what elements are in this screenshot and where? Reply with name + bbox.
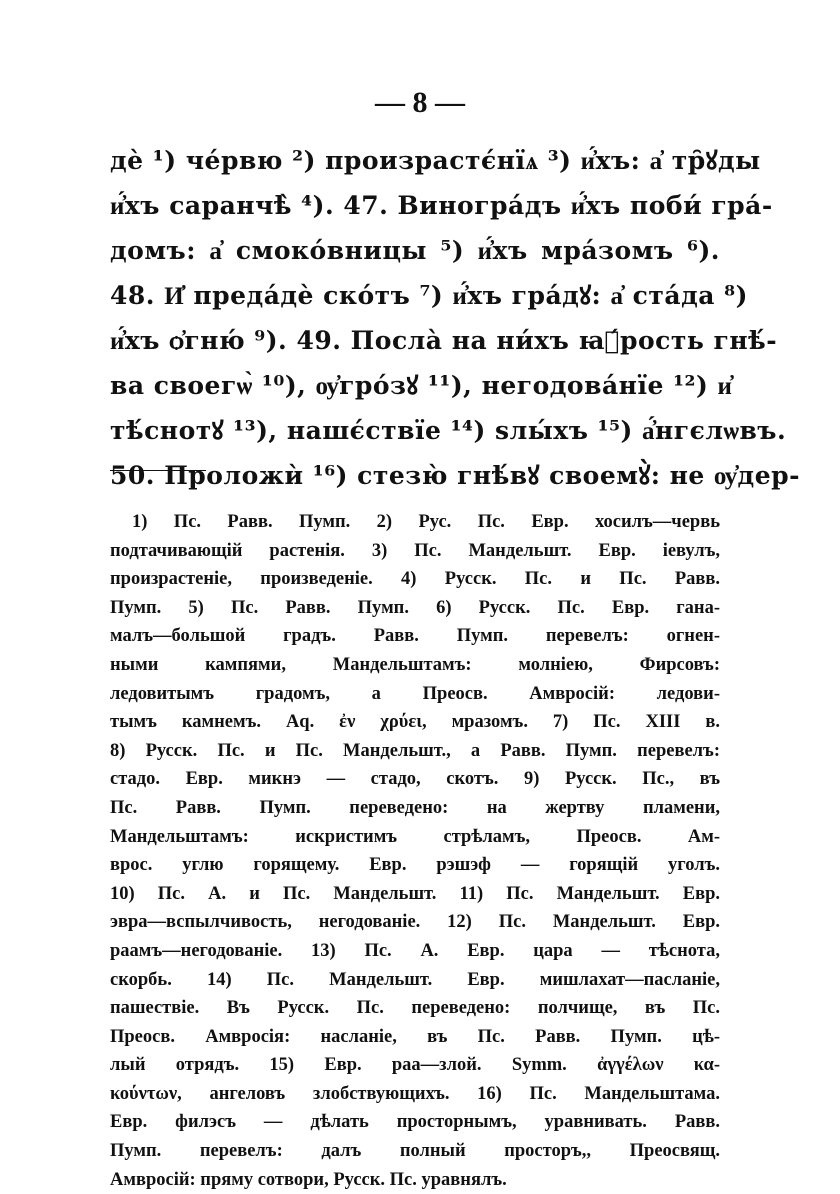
footnote-line: 8) Русск. Пс. и Пс. Мандельшт., а Равв. Пумп. перевелъ: [110,740,720,761]
footnote-line: Евр. филэсъ — дѣлать просторнымъ, уравнивать. Равв. [110,1112,720,1133]
footnote-line: врос. углю горящему. Евр. рэшэф — горящій уголъ. [110,855,720,876]
footnote-line: ными кампями, Мандельштамъ: молніею, Фирсовъ: [110,654,720,675]
main-text-line: ва своегѡ̀ ¹⁰), ѹ҆гро́зꙋ ¹¹), негодова́нїе ¹²) и҆ [110,371,733,400]
main-text-line: дѐ ¹) че́рвю ²) произрастє́нїѧ ³) и҆́хъ: а҆ тр̑ꙋды [110,146,761,175]
main-text-line: домъ: а҆ смоко́вницы ⁵) и҆́хъ мра́зомъ ⁶). [110,236,720,265]
footnote-line: пашествіе. Въ Русск. Пс. переведено: полчище, въ Пс. [110,998,720,1019]
main-text-line: тѣ́снотꙋ ¹³), нашє́ствїе ¹⁴) ѕлы́хъ ¹⁵) а҆́нгєлѡвъ. [110,416,787,445]
footnote-line: раамъ—негодованіе. 13) Пс. А. Евр. цара — тѣснота, [110,940,720,961]
footnote-line: произрастеніе, произведеніе. 4) Русск. Пс. и Пс. Равв. [110,569,720,590]
footnote-line: Преосв. Амвросія: насланіе, въ Пс. Равв. Пумп. цѣ- [110,1026,720,1047]
footnote-line: тымъ камнемъ. Aq. ἐν χρύει, мразомъ. 7) Пс. XIII в. [110,712,720,733]
footnote-line: стадо. Евр. микнэ — стадо, скотъ. 9) Русск. Пс., въ [110,769,720,790]
footnote-line: малъ—большой градъ. Равв. Пумп. перевелъ: огнен- [110,626,720,647]
footnote-line: лый отрядъ. 15) Евр. раа—злой. Symm. ἀγγέλων κα- [110,1055,720,1076]
footnote-line: 10) Пс. А. и Пс. Мандельшт. 11) Пс. Мандельшт. Евр. [110,883,720,904]
main-text-line: и҆́хъ саранчѣ̀ ⁴). 47. Виногра́дъ и҆́хъ поби́ гра́- [110,191,773,220]
footnote-line: Мандельштамъ: искристимъ стрѣламъ, Преосв. Ам- [110,826,720,847]
footnote-separator [110,470,206,471]
footnote-line: Пумп. 5) Пс. Равв. Пумп. 6) Русск. Пс. Евр. ганa- [110,597,720,618]
main-text-line: и҆́хъ ѻ҆гню́ ⁹). 49. Посла̀ на ни́хъ ꙗ҆́рость гнѣ́- [110,326,778,355]
footnote-line: Амвросій: пряму сотвори, Русск. Пс. уравнялъ. [110,1169,507,1190]
footnote-line: 1) Пс. Равв. Пумп. 2) Рус. Пс. Евр. хосилъ—червь [132,512,720,532]
page-number: — 8 — [375,86,465,119]
footnote-line: Пс. Равв. Пумп. переведено: на жертву пламени, [110,797,720,818]
footnote-line: подтачивающій растенія. 3) Пс. Мандельшт. Евр. іевулъ, [110,540,720,561]
main-text [110,138,800,498]
footnote-line: Пумп. перевелъ: далъ полный просторъ,, Преосвящ. [110,1141,720,1162]
footnote-line: κούντων, ангеловъ злобствующихъ. 16) Пс. Мандельштама. [110,1083,720,1104]
footnote-line: ледовитымъ градомъ, а Преосв. Амвросій: ледови- [110,683,720,704]
footnote-line: эвра—вспылчивость, негодованіе. 12) Пс. Мандельшт. Евр. [110,912,720,933]
main-text-line: 48. И҆ преда́дѐ ско́тъ ⁷) и҆́хъ гра́дꙋ: а҆ ста́да ⁸) [110,281,748,310]
footnotes [110,508,720,1194]
main-text-line: 50. Проложѝ ¹⁶) стезю̀ гнѣ́вꙋ своемꙋ̀: не ѹ҆дер- [110,461,800,490]
footnote-line: скорбь. 14) Пс. Мандельшт. Евр. мишлахат—пасланіе, [110,969,720,990]
